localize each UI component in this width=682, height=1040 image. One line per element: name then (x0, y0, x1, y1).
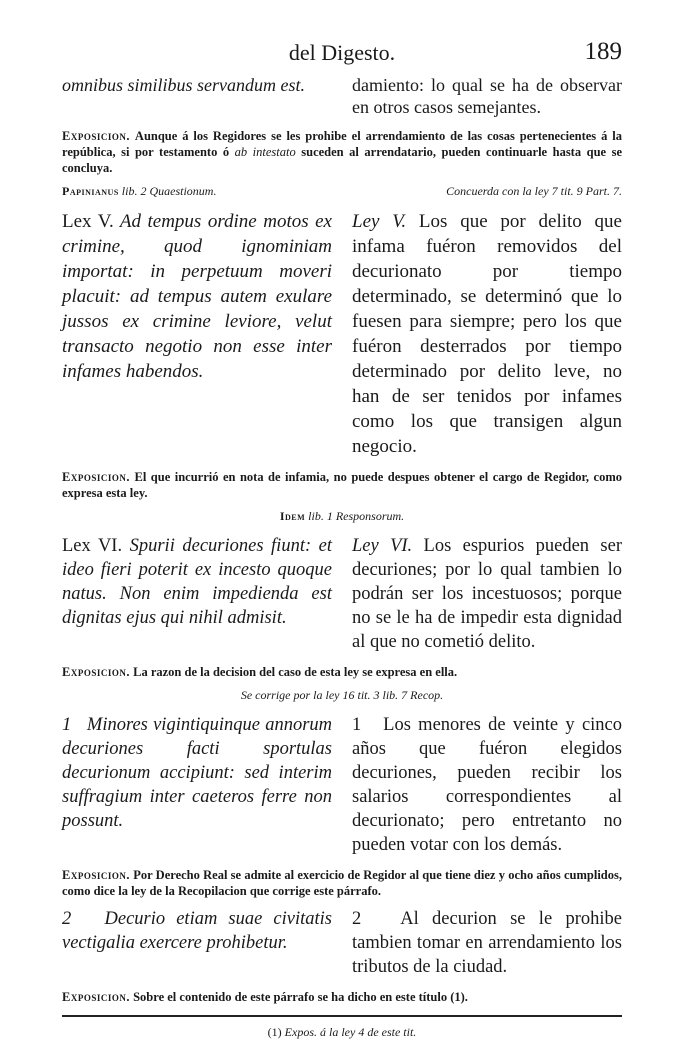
exposition-label: Exposicion. (62, 129, 130, 143)
lex-5 (62, 209, 622, 459)
footnote-divider (62, 1015, 622, 1017)
book-page (62, 40, 622, 1040)
paragraph-1 (62, 713, 622, 857)
exposition-3: Exposicion. La razon de la decision del caso de esta ley se expresa en ella. (62, 665, 458, 679)
continued-section (62, 74, 622, 118)
lex-6-spanish: Ley VI. Los espurios pueden ser decuriones; por lo qual tambien lo podrán ser los incestuosos; porque no se le ha de impedir esta dignidad al que no cometió delito. (352, 536, 622, 652)
source-right: Concuerda con la ley 7 tit. 9 Part. 7. (446, 184, 622, 198)
paragraph-1-spanish: 1 Los menores de veinte y cinco años que fuéron elegidos decuriones, pueden recibir los salarios correspondientes al decurionato; pero entretanto no pueden votar con los demás. (352, 715, 623, 855)
source-left: Papinianus lib. 2 Quaestionum. (62, 184, 217, 198)
running-header (62, 40, 622, 74)
source-line-2: Idem lib. 1 Responsorum. (279, 509, 405, 523)
source-line-1 (62, 184, 622, 199)
footnote: (1) Expos. á la ley 4 de este tit. (267, 1025, 417, 1039)
paragraph-1-latin: 1 Minores vigintiquinque annorum decuriones facti sportulas decurionum accipiunt: sed interim suffragium inter caeteros ferre non possunt. (62, 715, 332, 831)
running-title: del Digesto. (288, 40, 396, 65)
source-line-3: Se corrige por la ley 16 tit. 3 lib. 7 Recop. (240, 688, 444, 702)
paragraph-2-latin: 2 Decurio etiam suae civitatis vectigalia exercere prohibetur. (62, 909, 332, 953)
exposition-5: Exposicion. Sobre el contenido de este párrafo se ha dicho en este título (1). (62, 990, 468, 1004)
exposition-4: Exposicion. Por Derecho Real se admite al exercicio de Regidor al que tiene diez y ocho años cumplidos, como dice la ley de la Recopilacion que corrige este párrafo. (62, 868, 622, 898)
paragraph-2-spanish: 2 Al decurion se le prohibe tambien tomar en arrendamiento los tributos de la ciudad. (352, 909, 622, 977)
spanish-continuation: damiento: lo qual se ha de observar en otros casos semejantes. (352, 75, 622, 117)
lex-5-latin: Lex V. Ad tempus ordine motos ex crimine, quod ignominiam importat: in perpetuum moveri placuit: ad tempus autem exulare jussos ex crimine leviore, velut transacto negotio non esse inter infames habendos. (62, 211, 332, 382)
exposition-1: Exposicion. Aunque á los Regidores se les prohibe el arrendamiento de las cosas pertenecientes á la república, si por testamento ó ab intestato suceden al arrendatario, pueden continuarle hasta que se concluya. (62, 129, 623, 175)
exposition-2: Exposicion. El que incurrió en nota de infamia, no puede despues obtener el cargo de Regidor, como expresa esta ley. (62, 470, 622, 500)
lex-6 (62, 534, 622, 654)
page-number: 189 (584, 38, 622, 65)
paragraph-2 (62, 907, 622, 979)
latin-continuation: omnibus similibus servandum est. (62, 75, 305, 95)
lex-6-latin: Lex VI. Spurii decuriones fiunt: et ideo fieri poterit ex incesto quoque natus. Non enim impedienda est dignitas ejus qui nihil admisit. (62, 536, 332, 628)
lex-5-spanish: Ley V. Los que por delito que infama fuéron removidos del decurionato por tiempo determinado, se determinó que lo fuesen para siempre; pero los que fuéron desterrados por tiempo determinado por delito leve, no han de ser tenidos por infames como los que transigen algun negocio. (352, 211, 622, 457)
